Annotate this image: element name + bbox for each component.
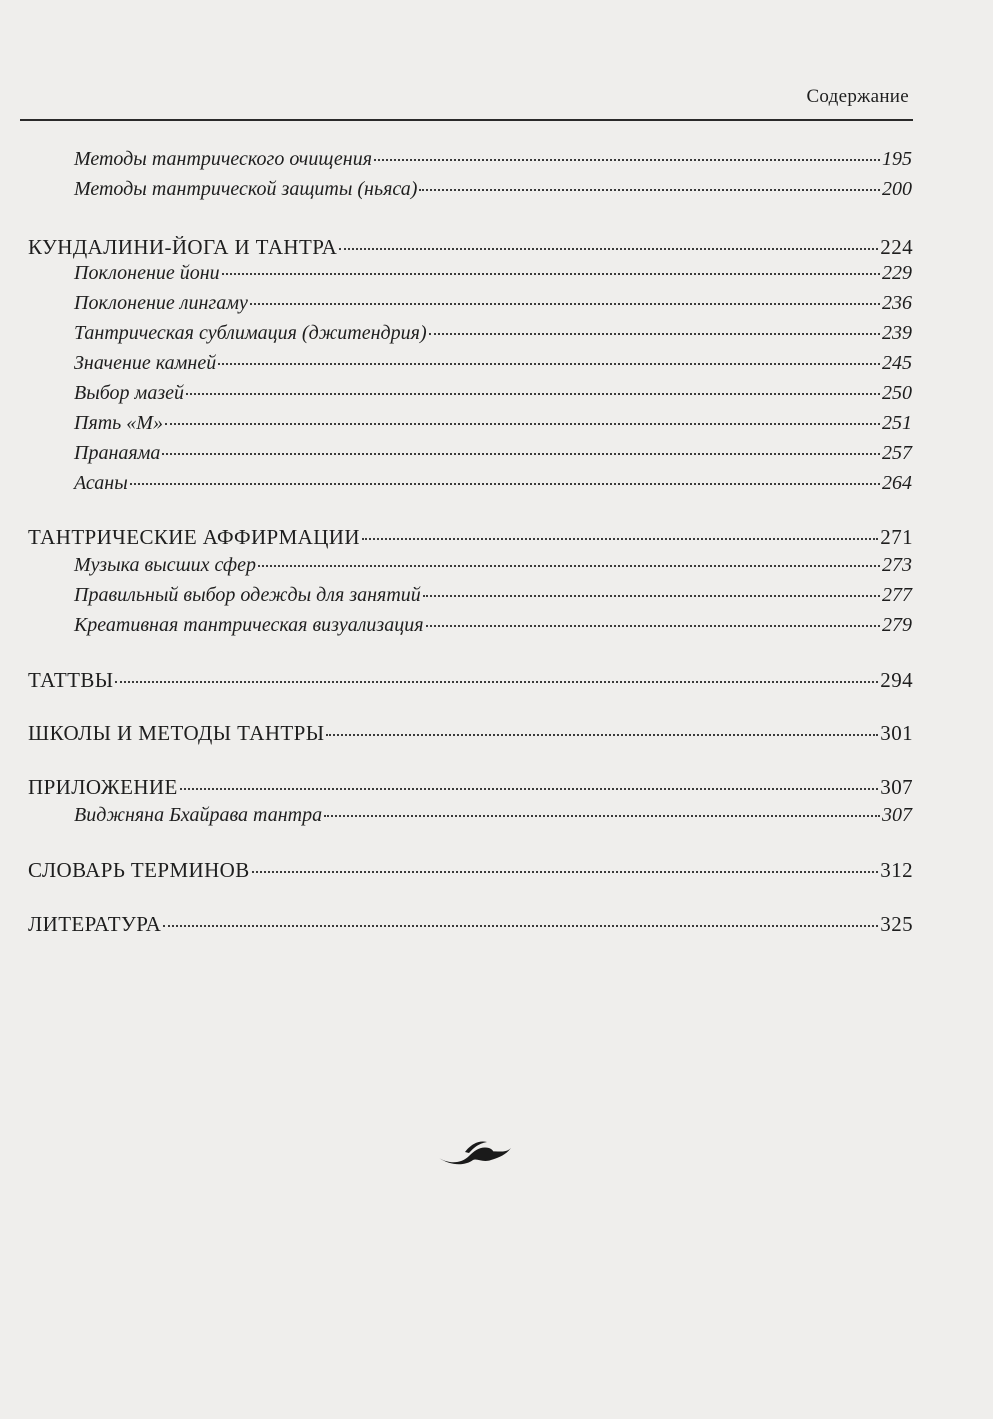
toc-entry-title: Поклонение йони [74, 262, 220, 284]
toc-page-number: 325 [880, 912, 913, 936]
toc-page-number: 277 [882, 584, 912, 606]
toc-page-number: 239 [882, 322, 912, 344]
toc-subentry [74, 584, 912, 607]
toc-page-number: 224 [880, 235, 913, 259]
toc-entry-title: Асаны [74, 472, 128, 494]
dot-leader [374, 159, 880, 161]
dot-leader [326, 734, 878, 736]
toc-page-number: 294 [880, 668, 913, 692]
toc-subentry [74, 614, 912, 637]
toc-entry-title: ТАНТРИЧЕСКИЕ АФФИРМАЦИИ [28, 525, 360, 549]
toc-entry-title: Пять «М» [74, 412, 163, 434]
header-rule [20, 119, 913, 121]
toc-page-number: 251 [882, 412, 912, 434]
toc-subentry [74, 178, 912, 201]
toc-page-number: 236 [882, 292, 912, 314]
toc-subentry [74, 382, 912, 405]
dot-leader [115, 681, 878, 683]
toc-page-number: 229 [882, 262, 912, 284]
toc-entry-title: КУНДАЛИНИ-ЙОГА И ТАНТРА [28, 235, 338, 259]
toc-entry-title: Пранаяма [74, 442, 161, 464]
toc-page-number: 195 [882, 148, 912, 170]
decorative-flourish-icon [435, 1134, 515, 1170]
toc-entry-title: Методы тантрической защиты (ньяса) [74, 178, 418, 200]
toc-entry-title: Тантрическая сублимация (джитендрия) [74, 322, 427, 344]
dot-leader [426, 625, 880, 627]
toc-entry-title: СЛОВАРЬ ТЕРМИНОВ [28, 858, 250, 882]
toc-page-number: 279 [882, 614, 912, 636]
dot-leader [130, 483, 880, 485]
dot-leader [429, 333, 880, 335]
toc-page-number: 273 [882, 554, 912, 576]
toc-entry-title: Поклонение лингаму [74, 292, 248, 314]
dot-leader [163, 925, 878, 927]
dot-leader [423, 595, 880, 597]
dot-leader [250, 303, 880, 305]
toc-section-entry [28, 721, 913, 746]
toc-entry-title: Значение камней [74, 352, 217, 374]
toc-subentry [74, 554, 912, 577]
toc-section-entry [28, 912, 913, 937]
toc-entry-title: Виджняна Бхайрава тантра [74, 804, 323, 826]
dot-leader [180, 788, 879, 790]
toc-entry-title: Креативная тантрическая визуализация [74, 614, 424, 636]
toc-section-entry [28, 775, 913, 800]
dot-leader [165, 423, 880, 425]
toc-subentry [74, 442, 912, 465]
toc-subentry [74, 292, 912, 315]
toc-subentry [74, 262, 912, 285]
toc-page-number: 250 [882, 382, 912, 404]
dot-leader [252, 871, 879, 873]
dot-leader [258, 565, 880, 567]
toc-subentry [74, 472, 912, 495]
toc-section-entry [28, 525, 913, 550]
dot-leader [324, 815, 880, 817]
dot-leader [362, 538, 878, 540]
toc-page-number: 301 [880, 721, 913, 745]
dot-leader [339, 248, 878, 250]
toc-page-number: 307 [882, 804, 912, 826]
toc-section-entry [28, 858, 913, 883]
toc-section-entry [28, 235, 913, 260]
toc-entry-title: ШКОЛЫ И МЕТОДЫ ТАНТРЫ [28, 721, 325, 745]
dot-leader [218, 363, 880, 365]
dot-leader [222, 273, 880, 275]
toc-subentry [74, 322, 912, 345]
dot-leader [162, 453, 880, 455]
toc-entry-title: Методы тантрического очищения [74, 148, 373, 170]
dot-leader [186, 393, 880, 395]
toc-page-number: 200 [882, 178, 912, 200]
toc-page-number: 271 [880, 525, 913, 549]
toc-entry-title: Правильный выбор одежды для занятий [74, 584, 421, 606]
toc-subentry [74, 148, 912, 171]
toc-section-entry [28, 668, 913, 693]
toc-page-number: 257 [882, 442, 912, 464]
toc-entry-title: Выбор мазей [74, 382, 184, 404]
dot-leader [419, 189, 880, 191]
toc-entry-title: ТАТТВЫ [28, 668, 114, 692]
toc-page-number: 307 [880, 775, 913, 799]
toc-subentry [74, 804, 912, 827]
toc-page-number: 245 [882, 352, 912, 374]
toc-entry-title: Музыка высших сфер [74, 554, 257, 576]
toc-subentry [74, 352, 912, 375]
toc-page-number: 264 [882, 472, 912, 494]
toc-page-number: 312 [880, 858, 913, 882]
toc-entry-title: ЛИТЕРАТУРА [28, 912, 162, 936]
running-title: Содержание [806, 86, 909, 107]
toc-entry-title: ПРИЛОЖЕНИЕ [28, 775, 178, 799]
toc-subentry [74, 412, 912, 435]
